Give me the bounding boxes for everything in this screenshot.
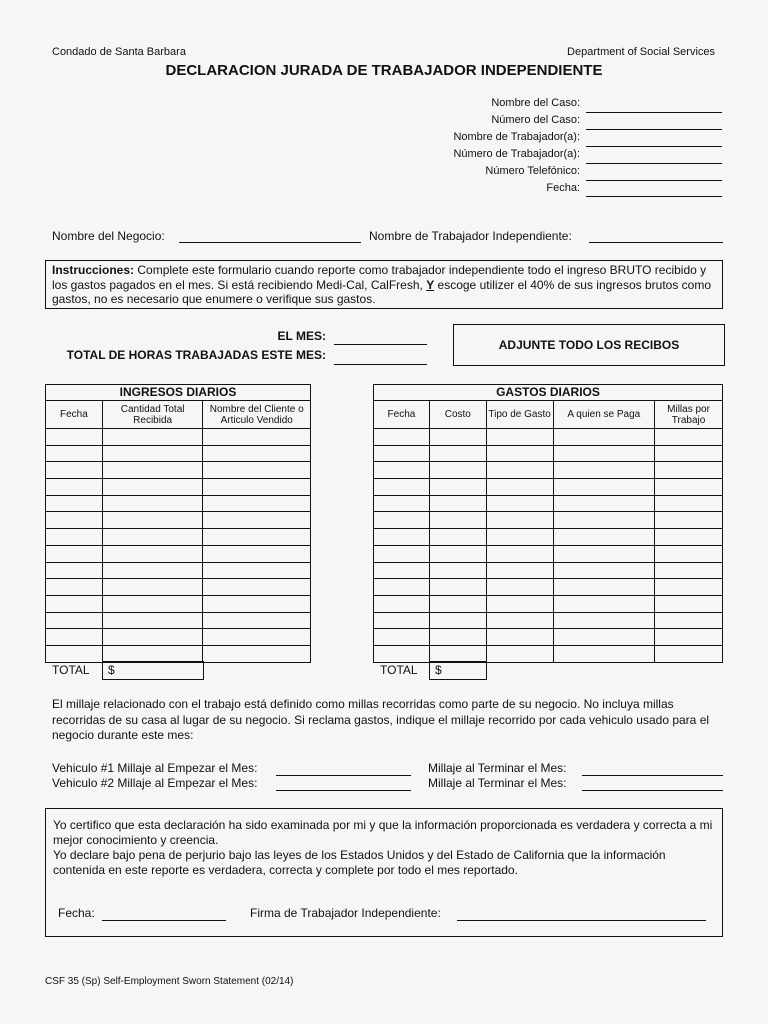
table-row[interactable] <box>374 629 723 646</box>
table-row[interactable] <box>46 479 311 496</box>
case-number-label: Número del Caso: <box>491 114 580 126</box>
income-col-amount: Cantidad Total Recibida <box>102 401 203 429</box>
expense-col-type: Tipo de Gasto <box>486 401 553 429</box>
case-name-field[interactable] <box>586 112 722 113</box>
table-row[interactable] <box>46 462 311 479</box>
date-label: Fecha: <box>546 182 580 194</box>
signature-date-label: Fecha: <box>58 906 95 920</box>
instructions-and: Y <box>426 277 435 292</box>
table-row[interactable] <box>374 529 723 546</box>
table-row[interactable] <box>46 562 311 579</box>
self-employed-name-field[interactable] <box>589 242 723 243</box>
form-footer: CSF 35 (Sp) Self-Employment Sworn Statement (02/14) <box>45 976 294 987</box>
income-table <box>45 384 311 663</box>
worker-name-field[interactable] <box>586 146 722 147</box>
phone-label: Número Telefónico: <box>485 165 580 177</box>
instructions-box <box>45 260 723 309</box>
expense-total-label: TOTAL <box>380 663 418 677</box>
vehicle1-end-field[interactable] <box>582 775 723 776</box>
instructions-lead: Instrucciones: <box>52 263 135 277</box>
signature-label: Firma de Trabajador Independiente: <box>250 906 441 920</box>
expense-col-miles: Millas por Trabajo <box>655 401 723 429</box>
vehicle2-end-field[interactable] <box>582 790 723 791</box>
table-row[interactable] <box>46 495 311 512</box>
attach-receipts-box <box>453 324 725 366</box>
vehicle1-start-field[interactable] <box>276 775 411 776</box>
phone-field[interactable] <box>586 180 722 181</box>
income-total-label: TOTAL <box>52 663 90 677</box>
table-row[interactable] <box>374 495 723 512</box>
expense-col-payee: A quien se Paga <box>553 401 655 429</box>
signature-field[interactable] <box>457 920 706 921</box>
case-name-label: Nombre del Caso: <box>491 97 580 109</box>
hours-label: TOTAL DE HORAS TRABAJADAS ESTE MES: <box>66 348 326 362</box>
income-col-date: Fecha <box>46 401 103 429</box>
department-name: Department of Social Services <box>567 46 715 58</box>
table-row[interactable] <box>46 612 311 629</box>
table-row[interactable] <box>374 512 723 529</box>
table-row[interactable] <box>46 512 311 529</box>
month-label: EL MES: <box>277 329 326 343</box>
self-employed-name-label: Nombre de Trabajador Independiente: <box>369 229 572 243</box>
worker-number-field[interactable] <box>586 163 722 164</box>
table-row[interactable] <box>46 579 311 596</box>
instructions-text-2: escoge utilizer el 40% de sus ingresos brutos como gastos, no es necesario que enumere o verifique sus gastos. <box>52 277 712 306</box>
table-row[interactable] <box>46 429 311 446</box>
table-row[interactable] <box>46 595 311 612</box>
table-row[interactable] <box>46 545 311 562</box>
income-total-field[interactable] <box>102 661 204 680</box>
table-row[interactable] <box>374 595 723 612</box>
worker-name-label: Nombre de Trabajador(a): <box>453 131 580 143</box>
mileage-paragraph: El millaje relacionado con el trabajo está definido como millas recorridas como parte de su negocio. No incluya millas recorridas de su casa al lugar de su negocio. Si reclama gastos, indique el millaje recorrido por cada vehiculo usado para el negocio durante este mes: <box>52 697 710 742</box>
expense-table-caption: GASTOS DIARIOS <box>374 385 723 401</box>
table-row[interactable] <box>46 445 311 462</box>
table-row[interactable] <box>374 579 723 596</box>
form-title: DECLARACION JURADA DE TRABAJADOR INDEPENDIENTE <box>165 62 603 79</box>
table-row[interactable] <box>374 545 723 562</box>
attach-receipts-note: ADJUNTE TODO LOS RECIBOS <box>498 338 680 352</box>
business-name-label: Nombre del Negocio: <box>52 229 165 243</box>
vehicle2-start-field[interactable] <box>276 790 411 791</box>
county-name: Condado de Santa Barbara <box>52 46 186 58</box>
vehicle2-start-label: Vehiculo #2 Millaje al Empezar el Mes: <box>52 776 258 790</box>
hours-field[interactable] <box>334 364 427 365</box>
instructions-text: Complete este formulario cuando reporte como trabajador independiente todo el ingreso BRUTO recibido y los gastos pagados en el mes. Si está recibiendo Medi-Cal, CalFresh, <box>52 263 707 292</box>
expense-col-date: Fecha <box>374 401 430 429</box>
certification-box <box>45 808 723 937</box>
vehicle2-end-label: Millaje al Terminar el Mes: <box>428 776 567 790</box>
vehicle1-end-label: Millaje al Terminar el Mes: <box>428 761 567 775</box>
table-row[interactable] <box>374 429 723 446</box>
income-table-caption: INGRESOS DIARIOS <box>46 385 311 401</box>
table-row[interactable] <box>374 445 723 462</box>
table-row[interactable] <box>374 462 723 479</box>
certification-statement: Yo certifico que esta declaración ha sido examinada por mi y que la información proporcionada es verdadera y correcta a mi mejor conocimiento y creencia. <box>53 818 713 847</box>
case-number-field[interactable] <box>586 129 722 130</box>
business-name-field[interactable] <box>179 242 361 243</box>
expense-table <box>373 384 723 663</box>
signature-date-field[interactable] <box>102 920 226 921</box>
table-row[interactable] <box>374 645 723 662</box>
table-row[interactable] <box>374 479 723 496</box>
income-col-client: Nombre del Cliente o Articulo Vendido <box>203 401 311 429</box>
expense-col-cost: Costo <box>429 401 486 429</box>
date-field[interactable] <box>586 196 722 197</box>
worker-number-label: Número de Trabajador(a): <box>453 148 580 160</box>
table-row[interactable] <box>374 562 723 579</box>
perjury-statement: Yo declare bajo pena de perjurio bajo las leyes de los Estados Unidos y del Estado de California que la información contenida en este reporte es verdadera, correcta y complete por todo el mes reportado. <box>53 848 666 877</box>
table-row[interactable] <box>374 612 723 629</box>
month-field[interactable] <box>334 344 427 345</box>
expense-total-currency: $ <box>435 663 442 677</box>
income-total-currency: $ <box>108 663 115 677</box>
table-row[interactable] <box>46 629 311 646</box>
table-row[interactable] <box>46 645 311 662</box>
table-row[interactable] <box>46 529 311 546</box>
expense-total-field[interactable] <box>429 661 487 680</box>
vehicle1-start-label: Vehiculo #1 Millaje al Empezar el Mes: <box>52 761 258 775</box>
